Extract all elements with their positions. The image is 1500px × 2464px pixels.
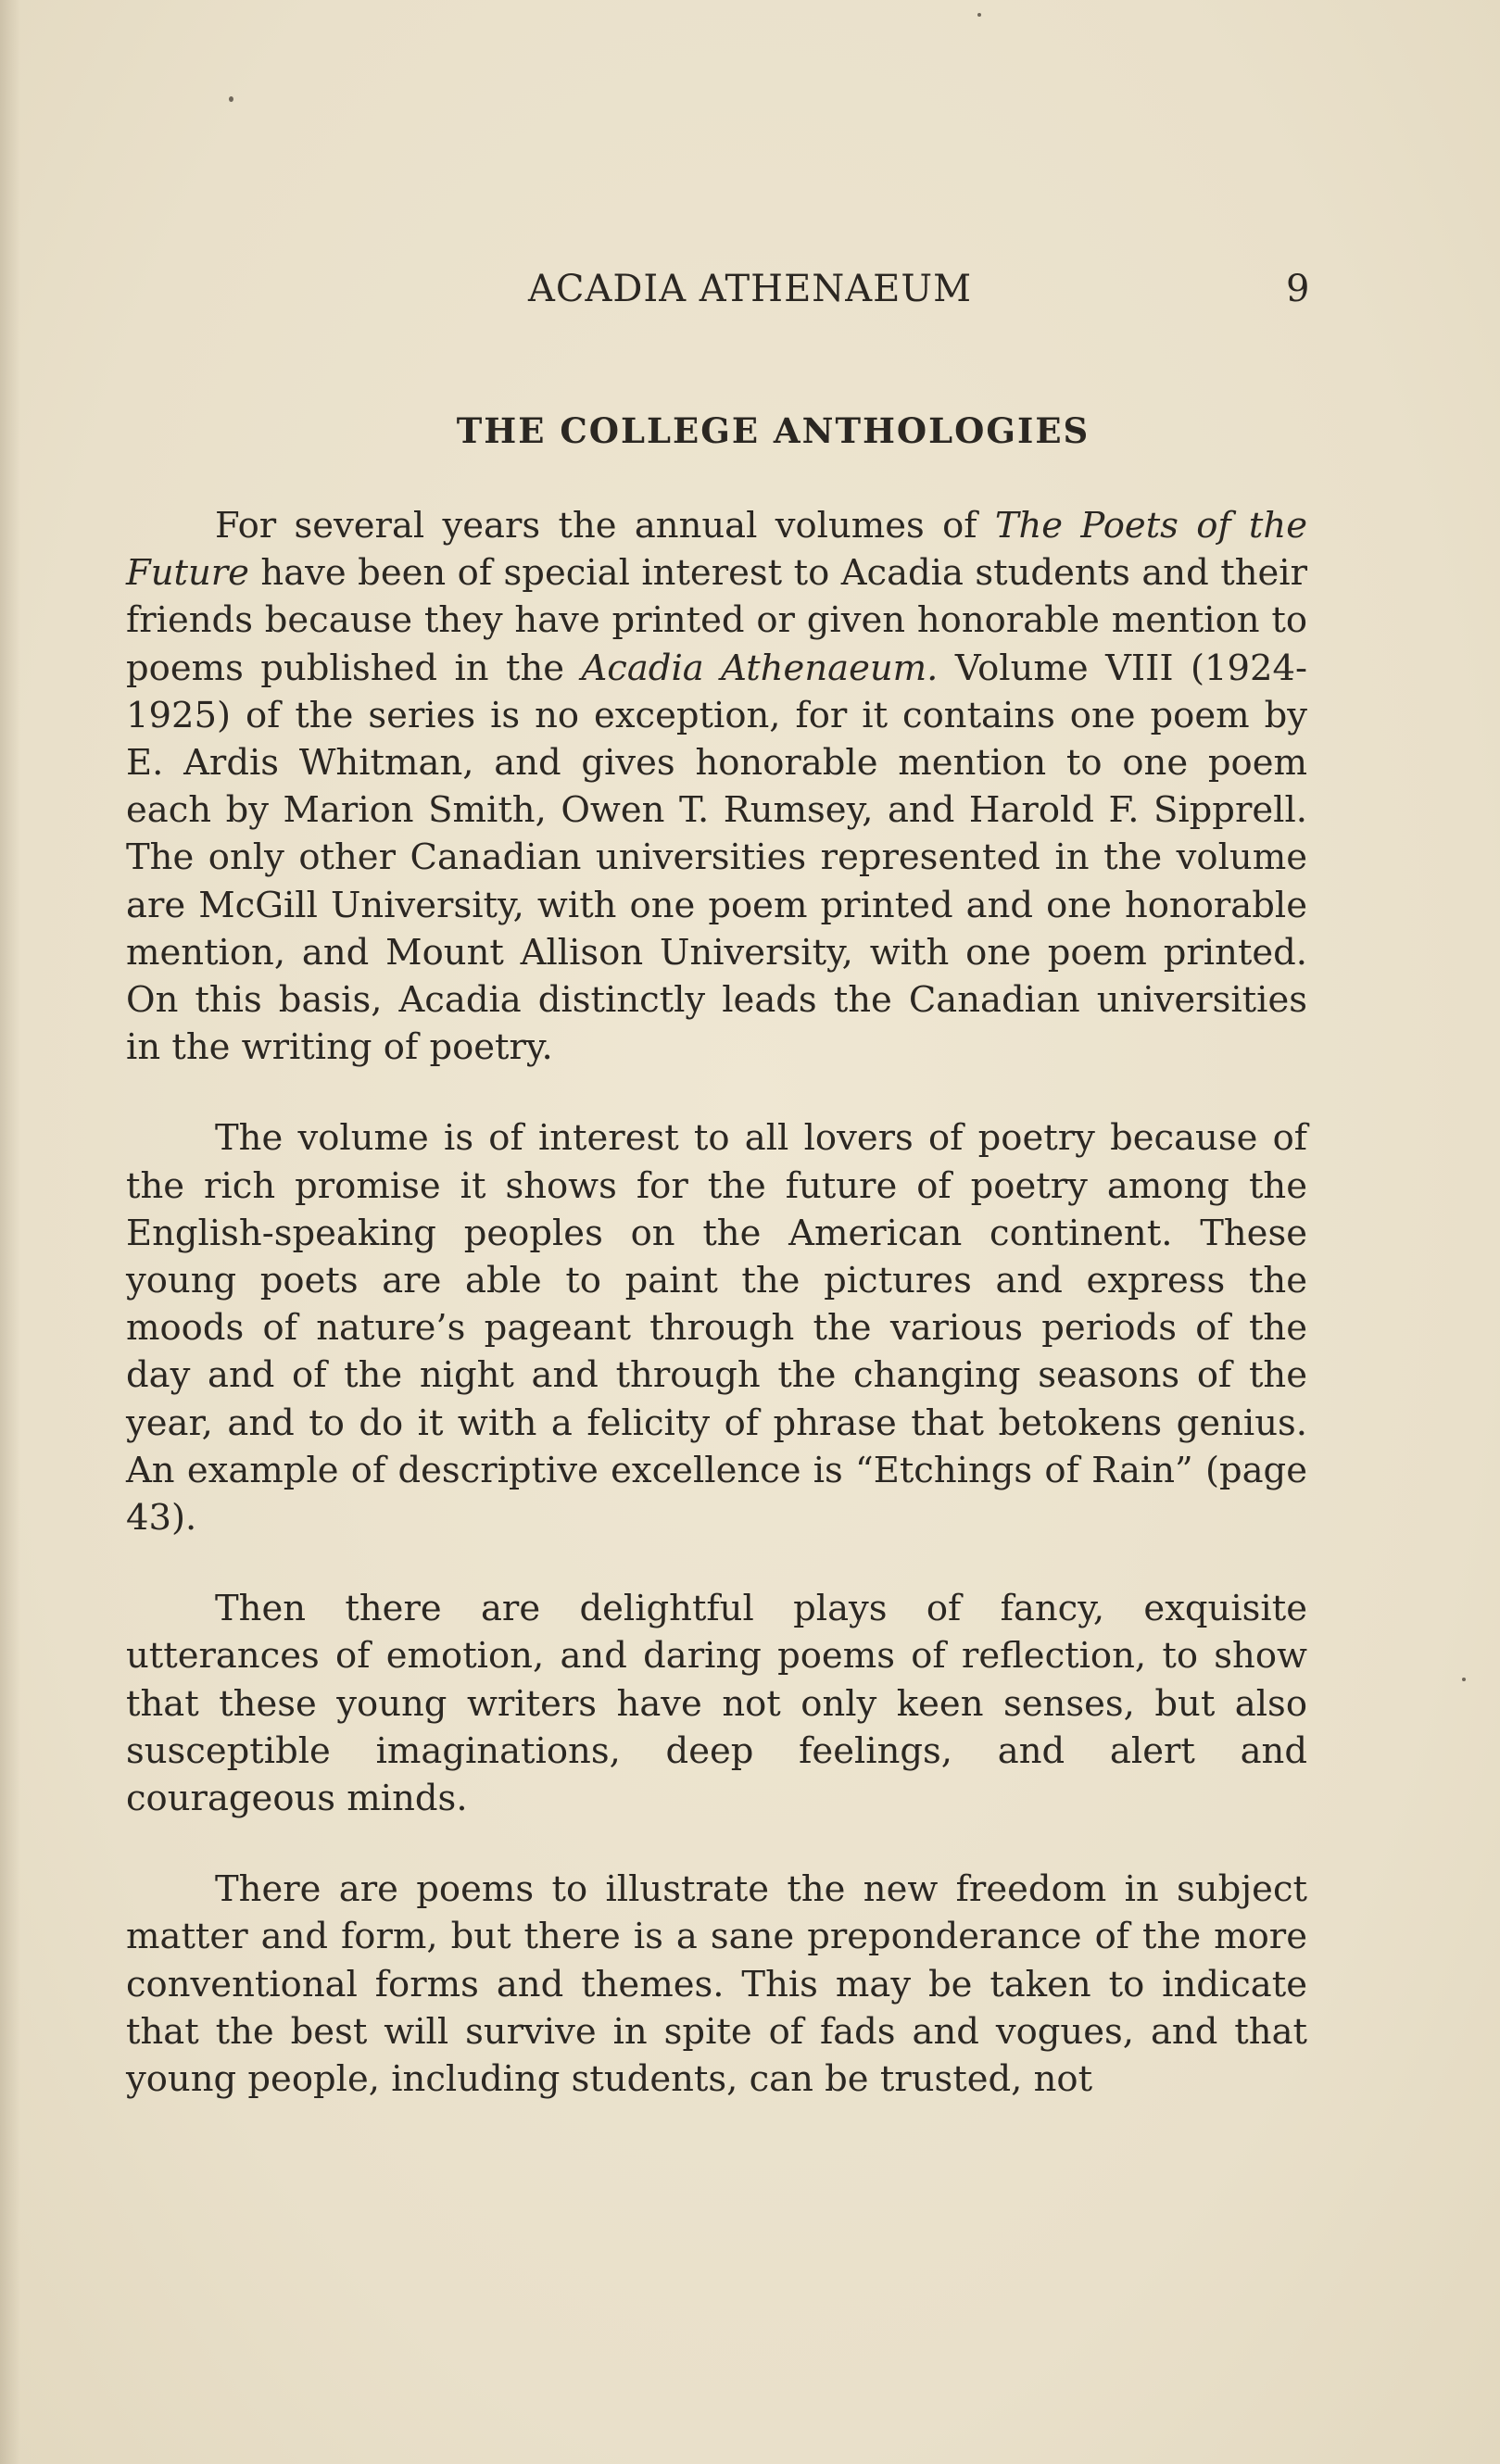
paragraph-4: There are poems to illustrate the new freedom in subject matter and form, but there is a sane preponderance of the more conventional forms and themes. This may be taken to indicate that the best will survive in spite of fads and vogues, and that young people, including students, can be trusted, not <box>126 1868 1307 2101</box>
paragraph-1-text-e: Volume VIII (1924-1925) of the series is no exception, for it contains one poem by E. Ardis Whitman, and gives honorable mention to one poem each by Marion Smith, Owen T. Rumsey, and Harold F. Sipprell. The only other Canadian universities represented in the volume are McGill University, with one poem printed and one honorable mention, and Mount Allison University, with one poem printed. On this basis, Acadia distinctly leads the Canadian universities in the writing of poetry. <box>126 647 1307 1069</box>
running-head <box>0 263 1500 315</box>
paragraph-1-text-a: For several years the annual volumes of <box>215 505 995 547</box>
paragraph-1 <box>126 502 1307 1071</box>
page-number: 9 <box>1286 268 1310 310</box>
publication-title: The Poets of the Future <box>126 505 1307 595</box>
binding-shadow <box>0 0 20 2464</box>
ink-speck <box>229 96 233 102</box>
paragraph-2: The volume is of interest to all lovers of poetry because of the rich promise it shows for the future of poetry among the English-speaking peoples on the American continent. These young poets are able to paint the pictures and express the moods of nature’s pageant through the various periods of the day and of the night and through the changing seasons of the year, and to do it with a felicity of phrase that betokens genius. An example of descriptive excellence is “Etchings of Rain” (page 43). <box>126 1117 1307 1540</box>
article-title: THE COLLEGE ANTHOLOGIES <box>456 410 1090 451</box>
ink-speck <box>977 13 981 17</box>
paragraph-1-text-c: have been of special interest to Acadia students and their friends because they have printed or given honorable mention to poems published in the <box>126 552 1307 689</box>
running-title: ACADIA ATHENAEUM <box>527 268 973 310</box>
paragraph-3: Then there are delightful plays of fancy, exquisite utterances of emotion, and daring poems of reflection, to show that these young writers have not only keen senses, but also susceptible imaginations, deep feelings, and alert and courageous minds. <box>126 1588 1307 1820</box>
journal-title: Acadia Athenaeum. <box>581 647 939 689</box>
ink-speck <box>1462 1678 1466 1681</box>
article-body <box>126 502 1307 2146</box>
